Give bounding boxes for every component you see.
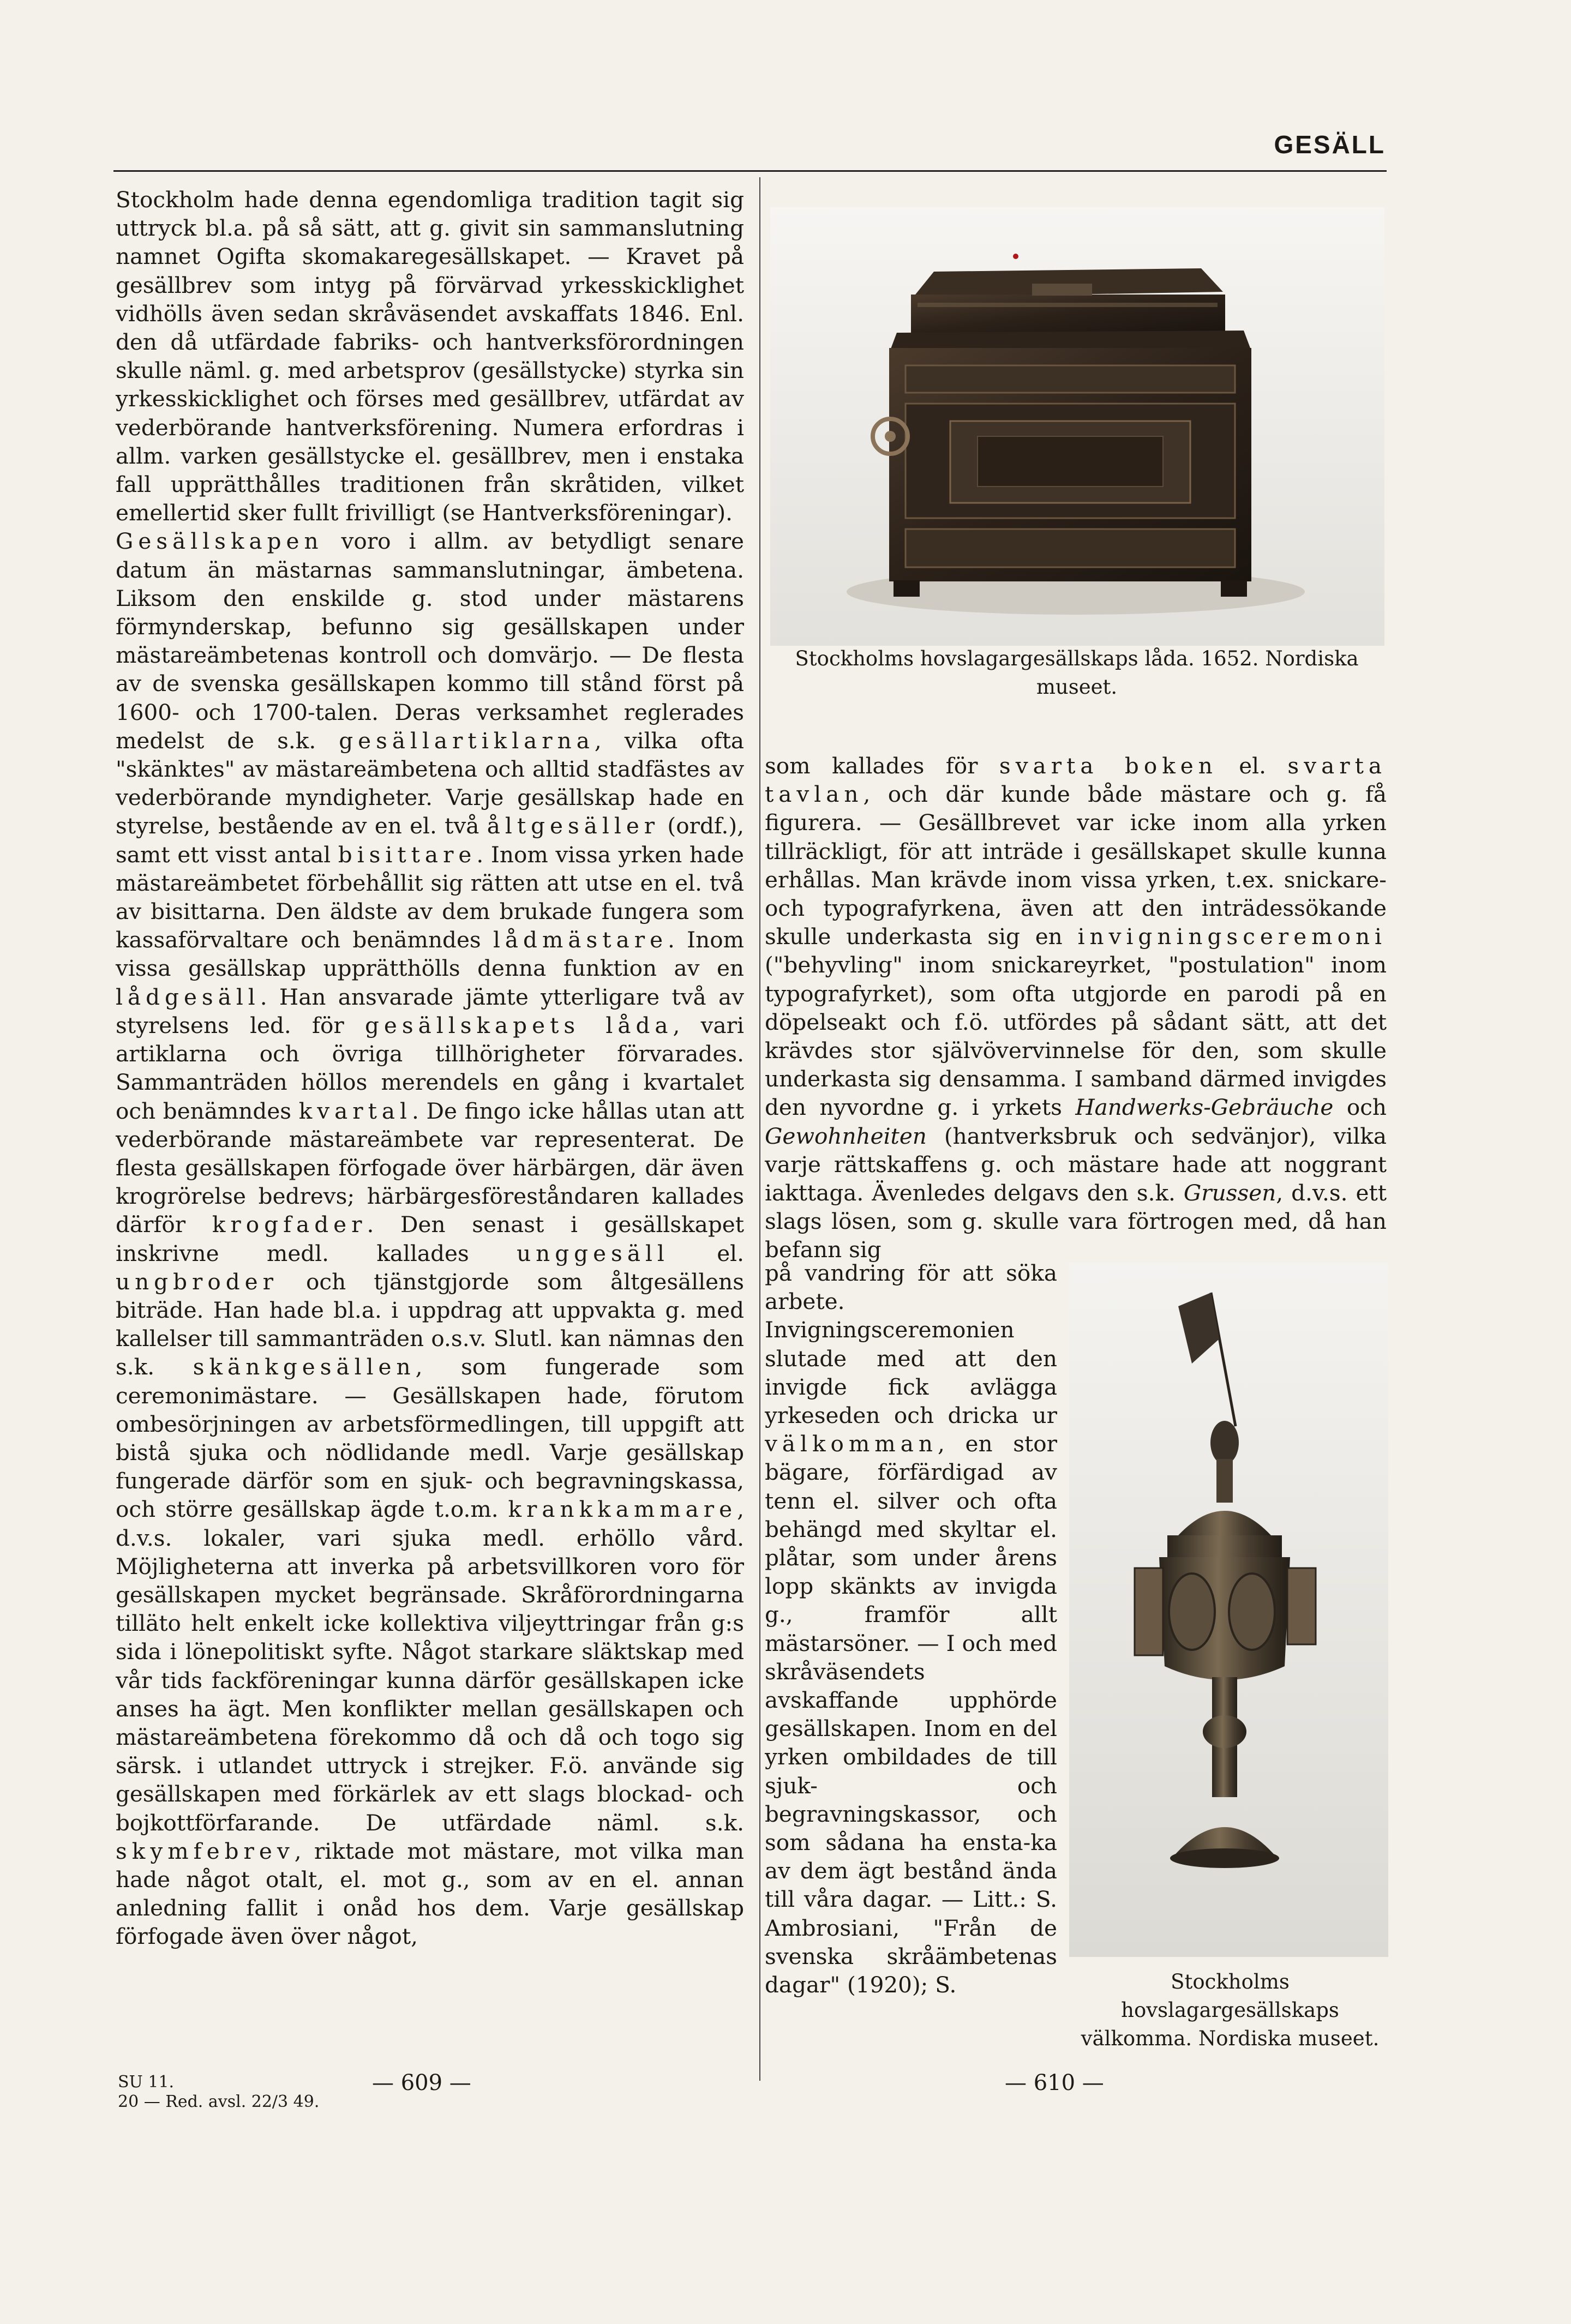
text-run: , d.v.s. ett slags lösen, som g. skulle vara förtrogen med, då han befann sig — [765, 1180, 1387, 1263]
italic-term: Handwerks-Gebräuche — [1075, 1094, 1334, 1121]
spaced-term: svarta boken — [999, 753, 1218, 779]
text-run: och tjänstgjorde som åltgesällens biträde. Han hade bl.a. i uppdrag att uppvakta g. med kallelser till sammanträden o.s.v. Slutl. kan nämnas den s.k. — [116, 1268, 744, 1380]
text-run: el. — [669, 1240, 744, 1266]
text-run: (ordf.), samt ett visst antal — [116, 813, 744, 868]
text-run: på vandring för att söka arbete. Invigningsceremonien slutade med att den invigde fick avlägga yrkeseden och dricka ur — [765, 1260, 1057, 1429]
spaced-term: lådgesäll — [116, 983, 260, 1010]
spaced-term: skänkgesällen — [193, 1354, 416, 1380]
spaced-term: krogfader — [212, 1211, 367, 1238]
text-run: , riktade mot mästare, mot vilka man hade något otalt, el. mot g., som av en el. annan anledning fallit i onåd hos dem. Varje gesällskap förfogade även över något, — [116, 1837, 744, 1950]
spaced-term: välkomman — [765, 1431, 938, 1457]
spaced-term: bisittare — [338, 841, 477, 868]
page-number-left: — 609 — — [372, 2070, 471, 2095]
running-head: GESÄLL — [1274, 130, 1386, 159]
paragraph — [116, 185, 744, 527]
chest-illustration — [770, 207, 1384, 646]
chest-caption: Stockholms hovslagargesällskaps låda. 1652. Nordiska museet. — [795, 647, 1359, 699]
italic-term: Grussen — [1183, 1180, 1276, 1206]
text-run: , d.v.s. lokaler, vari sjuka medl. erhöllo vård. Möjligheterna att inverka på arbetsvillkoren voro för gesällskapen mycket begränsade. Skråförordningarna tilläto helt enkelt icke kollektiva viljeyttringar från g:s sida i lönepolitiskt syfte. Något starkare släktskap med vår tids fackföreningar kunna därför gesällskapen icke anses ha ägt. Men konflikter mellan gesällskapen och mästareämbetena förekommo då och då och togo sig särsk. i utlandet uttryck i strejker. F.ö. använde sig gesällskapen med förkärlek av ett slags blockad- och bojkottförfarande. De utfärdade näml. s.k. — [116, 1496, 744, 1836]
text-run: . De fingo icke hållas utan att vederbörande mästareämbete var representerat. De flesta gesällskapen förfogade över härbärgen, där även krogrörelse bedrevs; härbärgesföreståndaren kallades därför — [116, 1097, 744, 1238]
spaced-term: krankkammare — [508, 1496, 737, 1523]
signature-line: 20 — Red. avsl. 22/3 49. — [118, 2092, 320, 2111]
cup-photo — [1069, 1263, 1388, 1957]
cup-caption: Stockholms hovslagargesällskaps välkomma. Nordiska museet. — [1081, 1970, 1380, 2050]
text-run: som kallades för — [765, 753, 999, 779]
spaced-term: invigningsceremoni — [1077, 923, 1387, 950]
spaced-term: Gesällskapen — [116, 528, 323, 555]
text-run: , vilka ofta "skänktes" av mästareämbetena och alltid stadfästes av vederbörande myndigheter. Varje gesällskap hade en styrelse, bestående av en el. två — [116, 727, 744, 839]
spaced-term: gesällartiklarna — [339, 727, 595, 754]
text-run: , en stor bägare, förfärdigad av tenn el. silver och ofta behängd med skyltar el. plåtar, som under årens lopp skänkts av invigda g., framför allt mästarsöner. — I och med skråväsendets avskaffande upphörde gesällskapen. Inom en del yrken ombildades de till sjuk- och begravningskassor, och som sådana ha ensta-ka av dem ägt bestånd ända till våra dagar. — Litt.: S. Ambrosiani, "Från de svenska skråämbetenas dagar" (1920); S. — [765, 1431, 1057, 1998]
text-run: . Inom vissa yrken hade mästareämbetet förbehållit sig rätten att utse en el. två av bisittarna. Den äldste av dem brukade fungera som kassaförvaltare och benämndes — [116, 841, 744, 953]
paragraph — [765, 752, 1387, 1264]
page-number-right: — 610 — — [1005, 2070, 1104, 2095]
spaced-term: kvartal — [298, 1097, 412, 1124]
left-column — [116, 185, 744, 1951]
signature-note — [118, 2073, 319, 2112]
right-column-narrow — [765, 1259, 1057, 1999]
spaced-term: lådmästare — [493, 927, 668, 953]
text-run: (hantverksbruk och sedvänjor), vilka varje rättskaffens g. och mästare hade att noggrant iakttaga. Ävenledes delgavs den s.k. — [765, 1122, 1387, 1206]
text-run: . Han ansvarade jämte ytterligare två av styrelsens led. för — [116, 983, 744, 1038]
text-run: . Den senast i gesällskapet inskrivne medl. kallades — [116, 1211, 744, 1266]
spaced-term: svarta tavlan — [765, 753, 1387, 808]
text-run: Stockholm hade denna egendomliga tradition tagit sig uttryck bl.a. på så sätt, att g. givit sin sammanslutning namnet Ogifta skomakaregesällskapet. — Kravet på gesällbrev som intyg på förvärvad yrkesskicklighet vidhölls även sedan skråväsendet avskaffats 1846. Enl. den då utfärdade fabriks- och hantverksförordningen skulle näml. g. med arbetsprov (gesällstycke) styrka sin yrkesskicklighet och förses med gesällbrev, utfärdat av vederbörande hantverksförening. Numera erfordras i allm. varken gesällstycke el. gesällbrev, men i enstaka fall upprätthålles traditionen från skråtiden, vilket emellertid sker fullt frivilligt (se Hantverksföreningar). — [116, 187, 744, 526]
text-run: , vari artiklarna och övriga tillhörigheter förvarades. Sammanträden höllos merendels en gång i kvartalet och benämndes — [116, 1012, 744, 1124]
spaced-term: ungbroder — [116, 1268, 279, 1295]
cup-illustration — [1069, 1263, 1388, 1957]
spaced-term: unggesäll — [517, 1240, 669, 1266]
header-rule — [113, 170, 1387, 172]
chest-photo — [770, 207, 1384, 646]
text-run: voro i allm. av betydligt senare datum än mästarnas sammanslutningar, ämbetena. Liksom den enskilde g. stod under mästarens förmynderskap, befunno sig gesällskapen under mästareämbetenas kontroll och domvärjo. — De flesta av de svenska gesällskapen kommo till stånd först på 1600- och 1700-talen. Deras verksamhet reglerades medelst de s.k. — [116, 528, 744, 754]
signature-line: SU 11. — [118, 2073, 175, 2092]
right-column-top — [765, 752, 1387, 1264]
paragraph — [116, 527, 744, 1950]
spaced-term: åltgesäller — [487, 813, 660, 839]
spaced-term: skymfebrev — [116, 1837, 295, 1864]
text-run: och — [1333, 1094, 1387, 1121]
paragraph — [765, 1259, 1057, 1999]
text-run: ("behyvling" inom snickareyrket, "postulation" inom typografyrket), som ofta utgjorde en parodi på en döpelseakt och f.ö. utfördes på sådant sätt, att det krävdes stor självövervinnelse för den, som skulle underkasta sig densamma. I samband därmed invigdes den nyvordne g. i yrkets — [765, 952, 1387, 1121]
text-run: , som fungerade som ceremonimästare. — Gesällskapen hade, förutom ombesörjningen av arbetsförmedlingen, till uppgift att bistå sjuka och nödlidande medl. Varje gesällskap fungerade därför som en sjuk- och begravningskassa, och större gesällskap ägde t.o.m. — [116, 1354, 744, 1523]
text-run: , och där kunde både mästare och g. få figurera. — Gesällbrevet var icke inom alla yrken tillräckligt, för att inträde i gesällskapet skulle kunna erhållas. Man krävde inom vissa yrken, t.ex. snickare- och typografyrkena, även att den inträdessökande skulle underkasta sig en — [765, 781, 1387, 950]
column-divider — [759, 177, 760, 2081]
spaced-term: gesällskapets låda — [364, 1012, 673, 1038]
italic-term: Gewohnheiten — [765, 1122, 927, 1149]
text-run: . Inom vissa gesällskap upprätthölls denna funktion av en — [116, 927, 744, 982]
text-run: el. — [1217, 753, 1288, 779]
